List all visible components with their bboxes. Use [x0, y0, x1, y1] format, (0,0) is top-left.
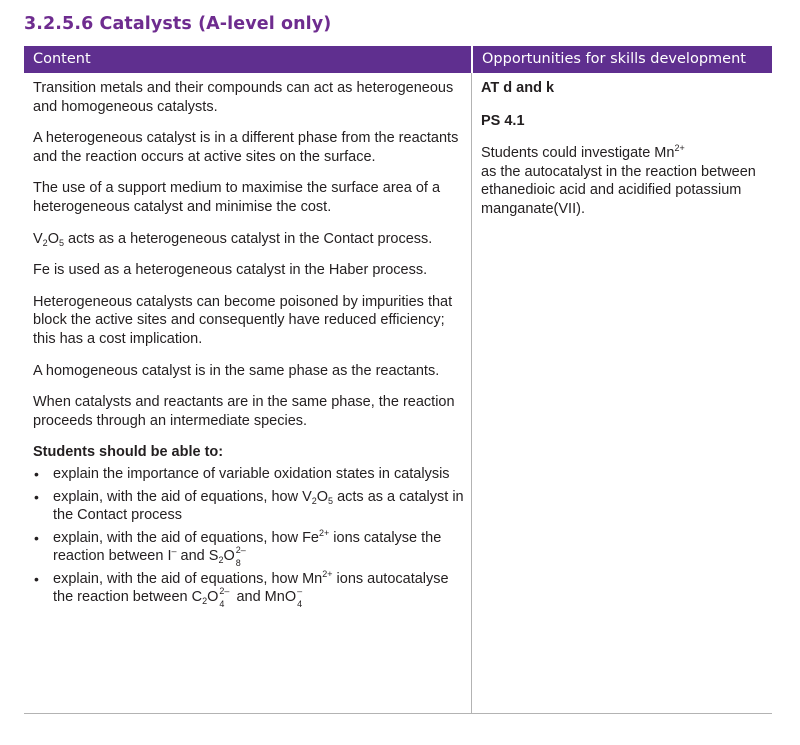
bullet-icon: •: [34, 488, 39, 505]
skills-ps-ref: PS 4.1: [481, 112, 525, 129]
content-paragraph: The use of a support medium to maximise the surface area of a heterogeneous catalyst and minimise the cost.: [33, 180, 441, 215]
content-paragraph: Fe is used as a heterogeneous catalyst in the Haber process.: [33, 262, 428, 279]
bullet-icon: •: [34, 570, 39, 587]
students-heading: Students should be able to:: [33, 444, 224, 461]
list-item: • explain, with the aid of equations, how $V_2O_5$ acts as a catalyst in the Contact process: [34, 488, 464, 524]
column-header-skills: Opportunities for skills development: [473, 46, 772, 73]
content-paragraph: A heterogeneous catalyst is in a different phase from the reactants and the reaction occurs at active sites on the surface.: [33, 130, 459, 165]
list-item: • explain the importance of variable oxidation states in catalysis: [34, 465, 450, 482]
content-paragraph: $V_2O_5$ acts as a heterogeneous catalyst in the Contact process.: [33, 230, 433, 248]
skills-at-ref: AT d and k: [481, 80, 555, 96]
skills-column: [481, 79, 771, 232]
objectives-list: [33, 465, 468, 610]
content-column: [33, 79, 468, 611]
content-paragraph: Transition metals and their compounds can act as heterogeneous and homogeneous catalysts.: [33, 80, 454, 115]
section-heading: 3.2.5.6 Catalysts (A-level only): [24, 14, 332, 34]
bullet-icon: •: [34, 529, 39, 546]
bullet-icon: •: [34, 465, 39, 482]
table-bottom-rule: [24, 713, 772, 714]
list-item: • explain, with the aid of equations, how $Fe^{2+}$ ions catalyse the reaction between I– and $S_2O$ 2– 8: [34, 527, 442, 569]
column-divider: [471, 73, 472, 713]
content-paragraph: When catalysts and reactants are in the same phase, the reaction proceeds through an intermediate species.: [33, 394, 455, 429]
skills-paragraph: Students could investigate $Mn^{2+}$ as the autocatalyst in the reaction between ethanedioic acid and acidified potassium manganate(VII).: [481, 143, 756, 217]
column-header-content: Content: [24, 46, 471, 73]
content-paragraph: A homogeneous catalyst is in the same phase as the reactants.: [33, 362, 440, 379]
content-paragraph: Heterogeneous catalysts can become poisoned by impurities that block the active sites and consequently have reduced efficiency; this has a cost implication.: [33, 293, 453, 347]
list-item: • explain, with the aid of equations, how $Mn^{2+}$ ions autocatalyse the reaction between $C_2O$ 2– 4 and MnO – 4: [34, 568, 449, 610]
